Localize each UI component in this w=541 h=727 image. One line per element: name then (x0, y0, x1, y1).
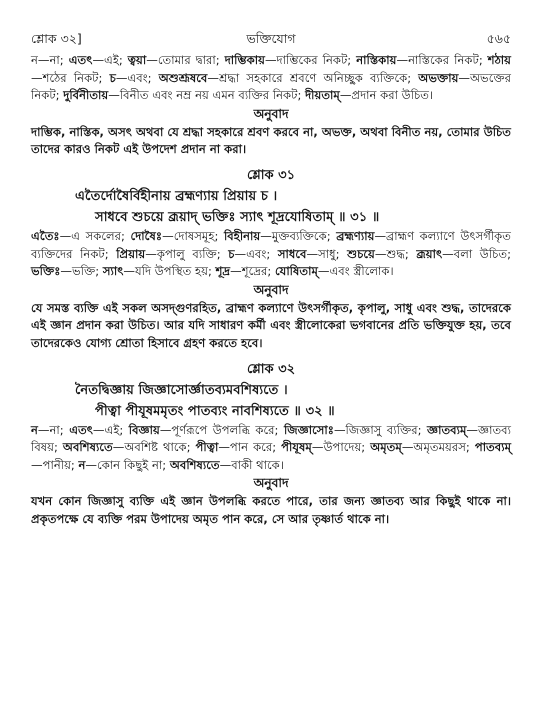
glossary-meaning: —অবশিষ্ট থাকে; (112, 440, 196, 455)
shloka-32-verse-line-1: নৈতদ্বিজ্ঞায় জিজ্ঞাসোর্জ্ঞাতব্যমবশিষ্যতে । (75, 382, 288, 398)
page-number: ৫৬৫ (486, 31, 511, 46)
glossary-term: এতৎ (68, 53, 93, 67)
glossary-term: প্রিয়ায় (116, 246, 146, 261)
glossary-meaning: —ব্রাহ্মণ কল্যাণে উৎসর্গীকৃত ব্যক্তিদের নিকট; (31, 228, 511, 261)
glossary-meaning: —কোন কিছুই না; (85, 457, 170, 472)
glossary-meaning: —শুদ্ধ; (374, 246, 417, 261)
shloka-31-glossary (31, 228, 511, 281)
glossary-meaning: —যদি উপস্থিত হয়; (123, 264, 216, 279)
glossary-meaning: —বিনীত এবং নম্র নয় এমন ব্যক্তির নিকট; (108, 88, 306, 103)
glossary-term: যোষিতাম্ (274, 264, 318, 279)
glossary-term: পাতব্যম্ (474, 440, 512, 455)
glossary-meaning: —এবং স্ত্রীলোক। (317, 264, 394, 279)
glossary-meaning: —এই; (92, 422, 129, 437)
glossary-meaning: —পূর্ণরূপে উপলব্ধি করে; (159, 422, 284, 437)
glossary-term: চ (228, 246, 235, 261)
glossary-meaning: —বলা উচিত; (442, 246, 511, 261)
top-translation: দাম্ভিক, নাস্তিক, অসৎ অথবা যে শ্রদ্ধা সহকারে শ্রবণ করবে না, অভক্ত, অথবা বিনীত নয়, তোমার উচিত তাদের কারও নিকট এই উপদেশ প্রদান না করা। (31, 124, 511, 157)
top-glossary (31, 52, 511, 105)
glossary-term: বিজ্ঞায় (128, 422, 160, 437)
page-header (31, 30, 511, 52)
glossary-term: অমৃতম্ (370, 440, 402, 455)
glossary-meaning: —পানীয়; (31, 457, 79, 472)
glossary-meaning: —দাম্ভিকের নিকট; (264, 53, 357, 67)
glossary-term: জিজ্ঞাসোঃ (283, 422, 334, 437)
glossary-meaning: —এই; (92, 53, 128, 67)
glossary-term: দাম্ভিকায় (224, 53, 265, 67)
glossary-term: ভক্তিঃ (31, 264, 61, 279)
glossary-term: এতৈঃ (31, 228, 60, 243)
glossary-term: দোষৈঃ (130, 228, 163, 243)
glossary-meaning: —এ সকলের; (59, 228, 131, 243)
glossary-meaning: —উপাদেয়; (311, 440, 371, 455)
glossary-meaning: ন—না; (31, 53, 69, 67)
glossary-meaning: —অভক্তের নিকট; (31, 70, 511, 103)
shloka-31-title: শ্লোক ৩১ (246, 167, 296, 183)
glossary-term: পীযূষম্ (281, 440, 312, 455)
glossary-meaning: —তোমার দ্বারা; (146, 53, 225, 67)
shloka-31-verse-line-2: সাধবে শুচয়ে ব্রূয়াদ্ ভক্তিঃ স্যাৎ শূদ্রযোষিতাম্ ॥ ৩১ ॥ (95, 209, 380, 225)
glossary-term: এতৎ (69, 422, 93, 437)
glossary-meaning: —বাকী থাকে। (219, 457, 284, 472)
glossary-term: বিহীনায় (223, 228, 261, 243)
glossary-meaning: —প্রদান করা উচিত। (339, 88, 434, 103)
glossary-term: অবশিষ্যতে (62, 440, 113, 455)
glossary-meaning: —এবং; (234, 246, 278, 261)
header-verse-ref: শ্লোক ৩২] (31, 31, 82, 46)
shloka-32-verse-line-2: পীত্বা পীযূষমমৃতং পাতব্যং নাবশিষ্যতে ॥ ৩২ ॥ (95, 403, 335, 419)
glossary-term: ন (31, 422, 38, 437)
glossary-meaning: —মুক্তব্যক্তিকে; (260, 228, 337, 243)
glossary-term: শুচয়ে (347, 246, 375, 261)
shloka-32-translation: যখন কোন জিজ্ঞাসু ব্যক্তি এই জ্ঞান উপলব্ধি করতে পারে, তার জন্য জ্ঞাতব্য আর কিছুই থাকে না। প্রকৃতপক্ষে যে ব্যক্তি পরম উপাদেয় অমৃত পান করে, সে আর তৃষ্ণার্ত থাকে না। (31, 494, 511, 526)
glossary-meaning: —জিজ্ঞাসু ব্যক্তির; (333, 422, 427, 437)
shloka-31-translation: যে সমস্ত ব্যক্তি এই সকল অসদ্‌গুণরহিত, ব্রাহ্মণ কল্যাণে উৎসর্গীকৃত, কৃপালু, সাধু এবং শুদ্ধ, তাদেরকে এই জ্ঞান প্রদান করা উচিত। আর যদি সাধারণ কর্মী এবং স্ত্রীলোকেরা ভগবানের প্রতি ভক্তিযুক্ত হয়, তবে তাদেরকেও যোগ্য শ্রোতা হিসাবে গ্রহণ করতে হবে। (31, 300, 511, 350)
glossary-term: স্যাৎ (102, 264, 124, 279)
glossary-term: ব্রহ্মণ্যায় (336, 228, 375, 243)
glossary-meaning: —এবং; (115, 70, 159, 85)
glossary-term: দীয়তাম্ (305, 88, 340, 103)
glossary-meaning: —কৃপালু ব্যক্তি; (145, 246, 229, 261)
glossary-meaning: —শ্রদ্ধা সহকারে শ্রবণে অনিচ্ছুক ব্যক্তিকে; (207, 70, 419, 85)
glossary-meaning: —জ্ঞাতব্য বিষয়; (31, 422, 511, 455)
glossary-meaning: —না; (37, 422, 70, 437)
header-chapter-title: ভক্তিযোগ (246, 31, 296, 46)
glossary-meaning: —অমৃতময়রস; (401, 440, 475, 455)
glossary-meaning: —দোষসমূহ; (162, 228, 224, 243)
glossary-term: অশুশ্রূষবে (158, 70, 208, 85)
glossary-meaning: —সাধু; (306, 246, 348, 261)
glossary-term: পীত্বা (195, 440, 219, 455)
shloka-32-glossary (31, 422, 511, 475)
glossary-meaning: —শঠের নিকট; (31, 70, 110, 85)
glossary-term: সাধবে (277, 246, 307, 261)
glossary-meaning: —ভক্তি; (60, 264, 103, 279)
shloka-32-title: শ্লোক ৩২ (246, 361, 296, 377)
glossary-term: ন (78, 457, 86, 472)
anubad-heading: অনুবাদ (253, 106, 289, 121)
glossary-term: শূদ্র (215, 264, 231, 279)
glossary-term: চ (109, 70, 116, 85)
glossary-meaning: —পান করে; (218, 440, 282, 455)
glossary-meaning: —নাস্তিকের নিকট; (396, 53, 488, 67)
glossary-term: ত্বয়া (127, 53, 147, 67)
glossary-term: নাস্তিকায় (356, 53, 397, 67)
glossary-term: শঠায় (487, 53, 511, 67)
shloka-31-verse-line-1: এতৈর্দোষৈর্বিহীনায় ব্রহ্মণ্যায় প্রিয়ায় চ । (75, 188, 278, 204)
glossary-term: অবশিষ্যতে (169, 457, 220, 472)
shloka-31-anubad-heading: অনুবাদ (253, 282, 289, 297)
glossary-term: জ্ঞাতব্যম্ (427, 422, 467, 437)
glossary-meaning: —শূদ্রের; (230, 264, 275, 279)
shloka-32-anubad-heading: অনুবাদ (253, 476, 289, 491)
glossary-term: অভক্তায় (418, 70, 459, 85)
glossary-term: দুর্বিনীতায় (63, 88, 109, 103)
glossary-term: ব্রূয়াৎ (416, 246, 443, 261)
